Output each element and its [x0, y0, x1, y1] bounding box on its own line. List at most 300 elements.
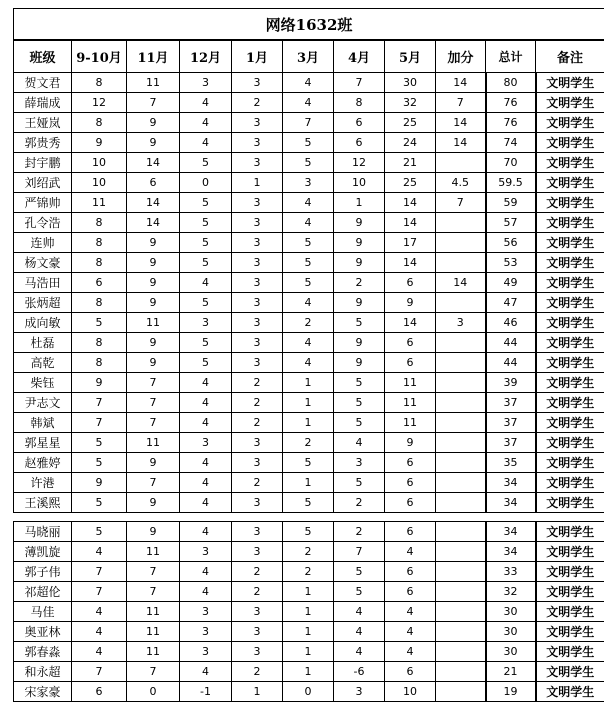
student-name-cell: 马晓丽 — [14, 522, 72, 542]
mar-cell: 5 — [283, 522, 334, 542]
apr-cell: 5 — [334, 313, 385, 333]
header-sep-oct: 9-10月 — [72, 40, 127, 73]
mar-cell: 1 — [283, 582, 334, 602]
dec-cell: 5 — [180, 213, 232, 233]
mar-cell: 5 — [283, 493, 334, 513]
jan-cell: 3 — [232, 73, 283, 93]
bonus-cell: 7 — [436, 93, 486, 113]
bonus-cell — [436, 522, 486, 542]
apr-cell: 9 — [334, 293, 385, 313]
table-row — [14, 393, 604, 413]
nov-cell: 9 — [127, 133, 180, 153]
header-may: 5月 — [385, 40, 436, 73]
apr-cell: 4 — [334, 433, 385, 453]
total-cell: 49 — [486, 273, 536, 293]
nov-cell: 7 — [127, 582, 180, 602]
group-separator-cell — [14, 513, 604, 522]
jan-cell: 3 — [232, 133, 283, 153]
header-class: 班级 — [14, 40, 72, 73]
remark-cell: 文明学生 — [536, 233, 604, 253]
remark-cell: 文明学生 — [536, 113, 604, 133]
student-name-cell: 封宇鹏 — [14, 153, 72, 173]
remark-cell: 文明学生 — [536, 413, 604, 433]
sep-oct-cell: 5 — [72, 313, 127, 333]
total-cell: 59 — [486, 193, 536, 213]
apr-cell: 2 — [334, 522, 385, 542]
remark-cell: 文明学生 — [536, 93, 604, 113]
jan-cell: 2 — [232, 93, 283, 113]
student-name-cell: 马浩田 — [14, 273, 72, 293]
total-cell: 37 — [486, 433, 536, 453]
jan-cell: 2 — [232, 473, 283, 493]
student-name-cell: 许港 — [14, 473, 72, 493]
nov-cell: 11 — [127, 602, 180, 622]
mar-cell: 4 — [283, 213, 334, 233]
table-row — [14, 433, 604, 453]
student-name-cell: 郭贵秀 — [14, 133, 72, 153]
jan-cell: 3 — [232, 253, 283, 273]
student-name-cell: 薛瑞成 — [14, 93, 72, 113]
apr-cell: 1 — [334, 193, 385, 213]
nov-cell: 7 — [127, 473, 180, 493]
mar-cell: 4 — [283, 93, 334, 113]
table-row — [14, 113, 604, 133]
bonus-cell — [436, 662, 486, 682]
may-cell: 11 — [385, 413, 436, 433]
student-name-cell: 韩斌 — [14, 413, 72, 433]
student-name-cell: 柴钰 — [14, 373, 72, 393]
bonus-cell — [436, 473, 486, 493]
dec-cell: 5 — [180, 293, 232, 313]
dec-cell: 4 — [180, 493, 232, 513]
apr-cell: 10 — [334, 173, 385, 193]
may-cell: 14 — [385, 193, 436, 213]
total-cell: 44 — [486, 333, 536, 353]
total-cell: 33 — [486, 562, 536, 582]
dec-cell: 3 — [180, 433, 232, 453]
mar-cell: 5 — [283, 453, 334, 473]
bonus-cell: 3 — [436, 313, 486, 333]
total-cell: 44 — [486, 353, 536, 373]
student-name-cell: 马佳 — [14, 602, 72, 622]
nov-cell: 9 — [127, 353, 180, 373]
dec-cell: 0 — [180, 173, 232, 193]
apr-cell: 5 — [334, 393, 385, 413]
table-row — [14, 73, 604, 93]
remark-cell: 文明学生 — [536, 313, 604, 333]
nov-cell: 11 — [127, 313, 180, 333]
mar-cell: 5 — [283, 273, 334, 293]
jan-cell: 3 — [232, 622, 283, 642]
sep-oct-cell: 7 — [72, 662, 127, 682]
bonus-cell — [436, 453, 486, 473]
jan-cell: 3 — [232, 542, 283, 562]
jan-cell: 1 — [232, 682, 283, 702]
table-row — [14, 682, 604, 702]
table-row — [14, 522, 604, 542]
bonus-cell — [436, 373, 486, 393]
total-cell: 39 — [486, 373, 536, 393]
student-name-cell: 和永超 — [14, 662, 72, 682]
mar-cell: 3 — [283, 173, 334, 193]
total-cell: 56 — [486, 233, 536, 253]
sep-oct-cell: 9 — [72, 133, 127, 153]
mar-cell: 1 — [283, 622, 334, 642]
apr-cell: 5 — [334, 473, 385, 493]
table-row — [14, 493, 604, 513]
nov-cell: 11 — [127, 542, 180, 562]
table-row — [14, 353, 604, 373]
table-row — [14, 662, 604, 682]
student-name-cell: 杜磊 — [14, 333, 72, 353]
nov-cell: 0 — [127, 682, 180, 702]
table-row — [14, 193, 604, 213]
dec-cell: 5 — [180, 233, 232, 253]
mar-cell: 1 — [283, 373, 334, 393]
bonus-cell — [436, 353, 486, 373]
header-jan: 1月 — [232, 40, 283, 73]
apr-cell: 2 — [334, 493, 385, 513]
may-cell: 11 — [385, 373, 436, 393]
apr-cell: 9 — [334, 333, 385, 353]
mar-cell: 5 — [283, 153, 334, 173]
nov-cell: 7 — [127, 662, 180, 682]
dec-cell: 5 — [180, 253, 232, 273]
apr-cell: 2 — [334, 273, 385, 293]
dec-cell: 4 — [180, 113, 232, 133]
nov-cell: 6 — [127, 173, 180, 193]
may-cell: 4 — [385, 642, 436, 662]
table-row — [14, 93, 604, 113]
may-cell: 4 — [385, 542, 436, 562]
nov-cell: 11 — [127, 73, 180, 93]
jan-cell: 3 — [232, 522, 283, 542]
sep-oct-cell: 10 — [72, 173, 127, 193]
sep-oct-cell: 7 — [72, 562, 127, 582]
total-cell: 35 — [486, 453, 536, 473]
remark-cell: 文明学生 — [536, 642, 604, 662]
nov-cell: 9 — [127, 493, 180, 513]
apr-cell: 4 — [334, 622, 385, 642]
nov-cell: 7 — [127, 93, 180, 113]
total-cell: 30 — [486, 622, 536, 642]
mar-cell: 2 — [283, 542, 334, 562]
apr-cell: 5 — [334, 562, 385, 582]
mar-cell: 2 — [283, 433, 334, 453]
remark-cell: 文明学生 — [536, 213, 604, 233]
remark-cell: 文明学生 — [536, 622, 604, 642]
sep-oct-cell: 8 — [72, 253, 127, 273]
dec-cell: 3 — [180, 622, 232, 642]
dec-cell: 5 — [180, 333, 232, 353]
apr-cell: 12 — [334, 153, 385, 173]
jan-cell: 2 — [232, 413, 283, 433]
apr-cell: 9 — [334, 253, 385, 273]
nov-cell: 9 — [127, 453, 180, 473]
bonus-cell — [436, 542, 486, 562]
nov-cell: 7 — [127, 373, 180, 393]
may-cell: 6 — [385, 273, 436, 293]
jan-cell: 3 — [232, 642, 283, 662]
apr-cell: 6 — [334, 113, 385, 133]
table-row — [14, 602, 604, 622]
nov-cell: 7 — [127, 413, 180, 433]
table-row — [14, 313, 604, 333]
may-cell: 30 — [385, 73, 436, 93]
total-cell: 53 — [486, 253, 536, 273]
total-cell: 47 — [486, 293, 536, 313]
nov-cell: 14 — [127, 153, 180, 173]
remark-cell: 文明学生 — [536, 582, 604, 602]
remark-cell: 文明学生 — [536, 293, 604, 313]
jan-cell: 3 — [232, 193, 283, 213]
header-remark: 备注 — [536, 40, 604, 73]
student-name-cell: 尹志文 — [14, 393, 72, 413]
dec-cell: 3 — [180, 73, 232, 93]
may-cell: 14 — [385, 213, 436, 233]
jan-cell: 1 — [232, 173, 283, 193]
mar-cell: 4 — [283, 193, 334, 213]
may-cell: 6 — [385, 582, 436, 602]
remark-cell: 文明学生 — [536, 133, 604, 153]
apr-cell: 5 — [334, 373, 385, 393]
header-row — [14, 40, 604, 73]
table-row — [14, 213, 604, 233]
may-cell: 25 — [385, 113, 436, 133]
total-cell: 74 — [486, 133, 536, 153]
bonus-cell — [436, 293, 486, 313]
student-name-cell: 成向敏 — [14, 313, 72, 333]
sep-oct-cell: 5 — [72, 433, 127, 453]
sep-oct-cell: 5 — [72, 522, 127, 542]
mar-cell: 1 — [283, 602, 334, 622]
bonus-cell — [436, 333, 486, 353]
may-cell: 4 — [385, 622, 436, 642]
jan-cell: 3 — [232, 153, 283, 173]
remark-cell: 文明学生 — [536, 433, 604, 453]
apr-cell: 4 — [334, 602, 385, 622]
total-cell: 76 — [486, 93, 536, 113]
apr-cell: 7 — [334, 73, 385, 93]
table-row — [14, 333, 604, 353]
dec-cell: 4 — [180, 562, 232, 582]
bonus-cell — [436, 562, 486, 582]
jan-cell: 3 — [232, 353, 283, 373]
bonus-cell — [436, 493, 486, 513]
jan-cell: 2 — [232, 393, 283, 413]
remark-cell: 文明学生 — [536, 273, 604, 293]
sep-oct-cell: 4 — [72, 642, 127, 662]
bonus-cell — [436, 233, 486, 253]
table-row — [14, 373, 604, 393]
total-cell: 34 — [486, 493, 536, 513]
table-row — [14, 153, 604, 173]
sep-oct-cell: 4 — [72, 602, 127, 622]
nov-cell: 9 — [127, 522, 180, 542]
remark-cell: 文明学生 — [536, 153, 604, 173]
may-cell: 11 — [385, 393, 436, 413]
apr-cell: 7 — [334, 542, 385, 562]
bonus-cell — [436, 413, 486, 433]
student-name-cell: 王溪熙 — [14, 493, 72, 513]
mar-cell: 4 — [283, 353, 334, 373]
may-cell: 17 — [385, 233, 436, 253]
nov-cell: 14 — [127, 193, 180, 213]
bonus-cell: 14 — [436, 273, 486, 293]
total-cell: 70 — [486, 153, 536, 173]
jan-cell: 2 — [232, 373, 283, 393]
sep-oct-cell: 12 — [72, 93, 127, 113]
apr-cell: 9 — [334, 353, 385, 373]
mar-cell: 1 — [283, 662, 334, 682]
sep-oct-cell: 7 — [72, 582, 127, 602]
sep-oct-cell: 11 — [72, 193, 127, 213]
mar-cell: 1 — [283, 473, 334, 493]
dec-cell: 4 — [180, 373, 232, 393]
may-cell: 25 — [385, 173, 436, 193]
nov-cell: 9 — [127, 333, 180, 353]
mar-cell: 5 — [283, 253, 334, 273]
may-cell: 6 — [385, 353, 436, 373]
total-cell: 57 — [486, 213, 536, 233]
may-cell: 32 — [385, 93, 436, 113]
student-name-cell: 奥亚林 — [14, 622, 72, 642]
bonus-cell — [436, 642, 486, 662]
remark-cell: 文明学生 — [536, 682, 604, 702]
bonus-cell: 14 — [436, 133, 486, 153]
nov-cell: 7 — [127, 562, 180, 582]
remark-cell: 文明学生 — [536, 453, 604, 473]
table-row — [14, 542, 604, 562]
total-cell: 19 — [486, 682, 536, 702]
bonus-cell: 7 — [436, 193, 486, 213]
sep-oct-cell: 8 — [72, 293, 127, 313]
may-cell: 6 — [385, 333, 436, 353]
dec-cell: 3 — [180, 642, 232, 662]
sep-oct-cell: 6 — [72, 682, 127, 702]
nov-cell: 11 — [127, 433, 180, 453]
sep-oct-cell: 8 — [72, 333, 127, 353]
may-cell: 6 — [385, 473, 436, 493]
bonus-cell — [436, 253, 486, 273]
student-name-cell: 薄凯旋 — [14, 542, 72, 562]
remark-cell: 文明学生 — [536, 193, 604, 213]
mar-cell: 2 — [283, 313, 334, 333]
student-name-cell: 郭星星 — [14, 433, 72, 453]
apr-cell: 6 — [334, 133, 385, 153]
apr-cell: 4 — [334, 642, 385, 662]
may-cell: 9 — [385, 433, 436, 453]
bonus-cell — [436, 602, 486, 622]
jan-cell: 3 — [232, 233, 283, 253]
student-name-cell: 张炳超 — [14, 293, 72, 313]
jan-cell: 2 — [232, 582, 283, 602]
apr-cell: 8 — [334, 93, 385, 113]
mar-cell: 5 — [283, 133, 334, 153]
bonus-cell — [436, 213, 486, 233]
dec-cell: 5 — [180, 353, 232, 373]
table-row — [14, 233, 604, 253]
dec-cell: 3 — [180, 313, 232, 333]
group-separator — [14, 513, 604, 522]
remark-cell: 文明学生 — [536, 473, 604, 493]
bonus-cell — [436, 622, 486, 642]
remark-cell: 文明学生 — [536, 353, 604, 373]
nov-cell: 14 — [127, 213, 180, 233]
bonus-cell — [436, 682, 486, 702]
dec-cell: 4 — [180, 413, 232, 433]
sep-oct-cell: 7 — [72, 393, 127, 413]
sep-oct-cell: 9 — [72, 473, 127, 493]
dec-cell: 4 — [180, 453, 232, 473]
dec-cell: 4 — [180, 473, 232, 493]
remark-cell: 文明学生 — [536, 493, 604, 513]
nov-cell: 9 — [127, 233, 180, 253]
apr-cell: 3 — [334, 682, 385, 702]
remark-cell: 文明学生 — [536, 602, 604, 622]
remark-cell: 文明学生 — [536, 73, 604, 93]
apr-cell: 9 — [334, 233, 385, 253]
student-name-cell: 郭子伟 — [14, 562, 72, 582]
sep-oct-cell: 8 — [72, 213, 127, 233]
mar-cell: 1 — [283, 413, 334, 433]
dec-cell: -1 — [180, 682, 232, 702]
dec-cell: 5 — [180, 193, 232, 213]
student-name-cell: 赵雅婷 — [14, 453, 72, 473]
table-row — [14, 133, 604, 153]
apr-cell: 9 — [334, 213, 385, 233]
may-cell: 24 — [385, 133, 436, 153]
student-name-cell: 贺文君 — [14, 73, 72, 93]
total-cell: 76 — [486, 113, 536, 133]
sep-oct-cell: 8 — [72, 113, 127, 133]
mar-cell: 7 — [283, 113, 334, 133]
may-cell: 21 — [385, 153, 436, 173]
apr-cell: -6 — [334, 662, 385, 682]
total-cell: 59.5 — [486, 173, 536, 193]
student-name-cell: 连帅 — [14, 233, 72, 253]
may-cell: 6 — [385, 453, 436, 473]
remark-cell: 文明学生 — [536, 373, 604, 393]
sep-oct-cell: 10 — [72, 153, 127, 173]
dec-cell: 5 — [180, 153, 232, 173]
jan-cell: 3 — [232, 273, 283, 293]
total-cell: 30 — [486, 602, 536, 622]
total-cell: 30 — [486, 642, 536, 662]
may-cell: 4 — [385, 602, 436, 622]
total-cell: 80 — [486, 73, 536, 93]
table-row — [14, 582, 604, 602]
student-name-cell: 祁超伦 — [14, 582, 72, 602]
header-bonus: 加分 — [436, 40, 486, 73]
jan-cell: 2 — [232, 662, 283, 682]
total-cell: 34 — [486, 473, 536, 493]
bonus-cell: 14 — [436, 73, 486, 93]
sep-oct-cell: 9 — [72, 373, 127, 393]
jan-cell: 2 — [232, 562, 283, 582]
student-name-cell: 郭春淼 — [14, 642, 72, 662]
dec-cell: 4 — [180, 582, 232, 602]
bonus-cell: 4.5 — [436, 173, 486, 193]
sep-oct-cell: 6 — [72, 273, 127, 293]
mar-cell: 1 — [283, 642, 334, 662]
nov-cell: 9 — [127, 293, 180, 313]
total-cell: 34 — [486, 542, 536, 562]
jan-cell: 3 — [232, 113, 283, 133]
table-row — [14, 622, 604, 642]
header-apr: 4月 — [334, 40, 385, 73]
may-cell: 6 — [385, 522, 436, 542]
